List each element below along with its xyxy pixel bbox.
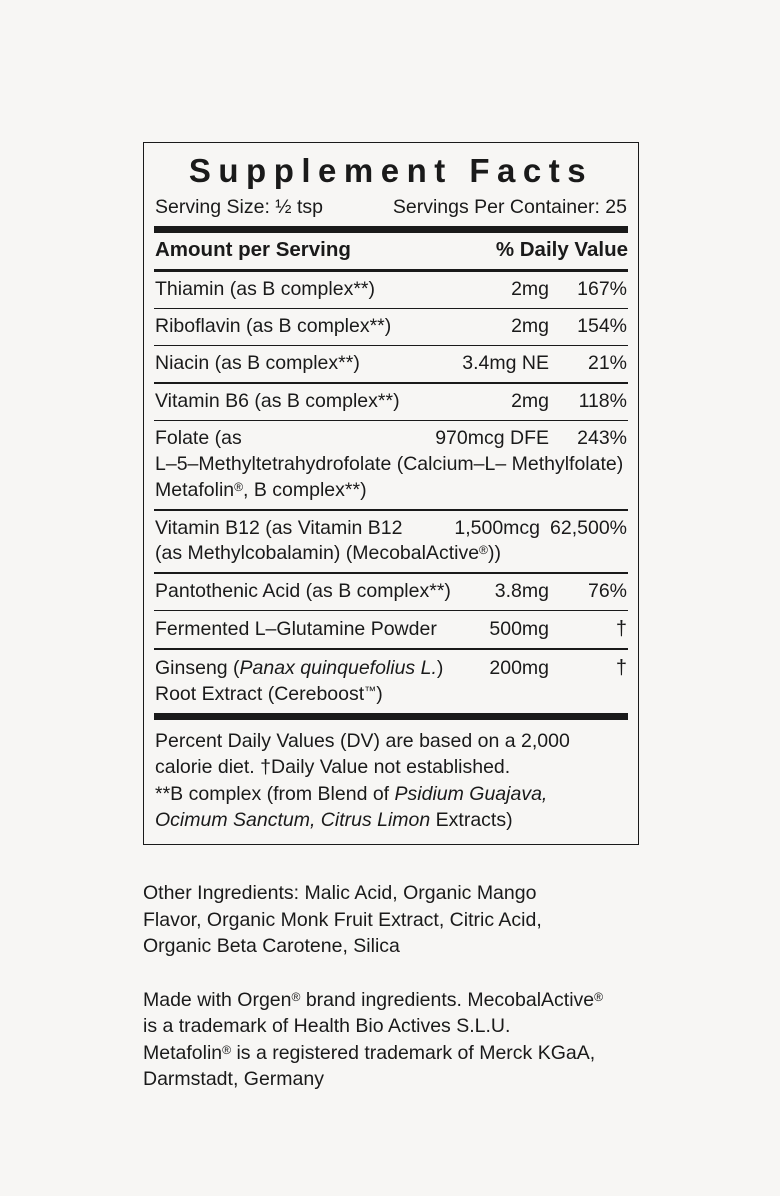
- nutrient-amount: 1,500mcg: [454, 516, 541, 539]
- nutrient-name: Pantothenic Acid (as B complex**): [155, 579, 451, 602]
- registered-mark-icon: ®: [234, 480, 244, 495]
- nutrient-name: Folate (as: [155, 427, 242, 450]
- nutrient-name: Riboflavin (as B complex**): [155, 315, 392, 338]
- trademark-line: Metafolin® is a registered trademark of Merck KGaA,: [143, 1041, 596, 1064]
- trademark-line: Made with Orgen® brand ingredients. MecobalActive®: [143, 988, 604, 1011]
- nutrient-daily-value: 243%: [577, 427, 627, 450]
- table-row: [153, 511, 629, 573]
- registered-mark-icon: ®: [291, 989, 301, 1004]
- table-header-row: [153, 233, 629, 269]
- divider-thick-top: [154, 226, 628, 233]
- footnote-block: [153, 720, 629, 844]
- nutrient-subline: L–5–Methyltetrahydrofolate (Calcium–L– Methylfolate): [155, 453, 624, 476]
- nutrient-name: Thiamin (as B complex**): [155, 277, 375, 300]
- registered-mark-icon: ®: [222, 1042, 232, 1057]
- nutrient-name: Niacin (as B complex**): [155, 352, 360, 375]
- nutrient-amount: 2mg: [511, 277, 549, 300]
- table-row: [153, 611, 629, 648]
- table-row: [153, 650, 629, 713]
- below-panel-text: [143, 880, 663, 1093]
- nutrient-name: Vitamin B12 (as Vitamin B12: [155, 516, 403, 539]
- nutrient-amount: 200mg: [489, 656, 549, 679]
- nutrient-daily-value: 154%: [577, 315, 627, 338]
- footnote-line: Percent Daily Values (DV) are based on a 2,000: [155, 729, 570, 752]
- nutrient-amount: 3.8mg: [494, 579, 549, 602]
- registered-mark-icon: ®: [594, 989, 604, 1004]
- serving-info-row: [153, 191, 629, 226]
- amount-per-serving-header: Amount per Serving: [155, 238, 351, 262]
- trademark-mark-icon: ™: [364, 683, 377, 698]
- nutrient-amount: 2mg: [511, 389, 549, 412]
- nutrient-daily-value: †: [615, 656, 627, 679]
- nutrient-daily-value: †: [615, 618, 627, 641]
- trademark-block: [143, 987, 663, 1093]
- divider-thick-bottom: [154, 713, 628, 720]
- nutrient-subline: (as Methylcobalamin) (MecobalActive®)): [155, 542, 501, 565]
- nutrient-daily-value: 167%: [577, 277, 627, 300]
- nutrient-name: Vitamin B6 (as B complex**): [155, 389, 400, 412]
- table-row: [153, 346, 629, 382]
- page-title: Supplement Facts: [188, 152, 594, 189]
- nutrient-subline: Root Extract (Cereboost™): [155, 682, 383, 705]
- nutrient-daily-value: 62,500%: [550, 516, 627, 539]
- trademark-line: Darmstadt, Germany: [143, 1068, 324, 1091]
- nutrient-daily-value: 21%: [587, 352, 627, 375]
- nutrient-amount: 970mcg DFE: [435, 427, 549, 450]
- footnote-line: **B complex (from Blend of Psidium Guajava,: [155, 782, 548, 805]
- other-ingredients-block: [143, 880, 663, 960]
- table-row: [153, 309, 629, 345]
- footnote-line: calorie diet. †Daily Value not established.: [155, 756, 511, 779]
- other-ingredients-line: Other Ingredients: Malic Acid, Organic Mango: [143, 882, 537, 904]
- nutrient-name: Ginseng (Panax quinquefolius L.): [155, 656, 444, 679]
- nutrient-daily-value: 76%: [587, 579, 627, 602]
- other-ingredients-line: Flavor, Organic Monk Fruit Extract, Citric Acid,: [143, 908, 542, 931]
- nutrient-name: Fermented L–Glutamine Powder: [155, 618, 437, 641]
- other-ingredients-line: Organic Beta Carotene, Silica: [143, 935, 400, 958]
- trademark-line: is a trademark of Health Bio Actives S.L.U.: [143, 1015, 511, 1038]
- nutrient-amount: 2mg: [511, 315, 549, 338]
- registered-mark-icon: ®: [479, 543, 488, 558]
- daily-value-header: % Daily Value: [495, 238, 628, 262]
- servings-per-container-label: Servings Per Container: 25: [392, 195, 627, 218]
- serving-size-label: Serving Size: ½ tsp: [155, 195, 323, 218]
- table-row: [153, 574, 629, 610]
- supplement-facts-panel: [143, 142, 639, 845]
- table-row: [153, 421, 629, 509]
- table-row: [153, 384, 629, 420]
- nutrient-amount: 3.4mg NE: [462, 352, 549, 375]
- nutrient-amount: 500mg: [489, 618, 549, 641]
- footnote-line: Ocimum Sanctum, Citrus Limon Extracts): [155, 809, 513, 832]
- nutrient-subline: Metafolin®, B complex**): [155, 479, 367, 502]
- table-row: [153, 272, 629, 308]
- nutrient-daily-value: 118%: [578, 389, 627, 412]
